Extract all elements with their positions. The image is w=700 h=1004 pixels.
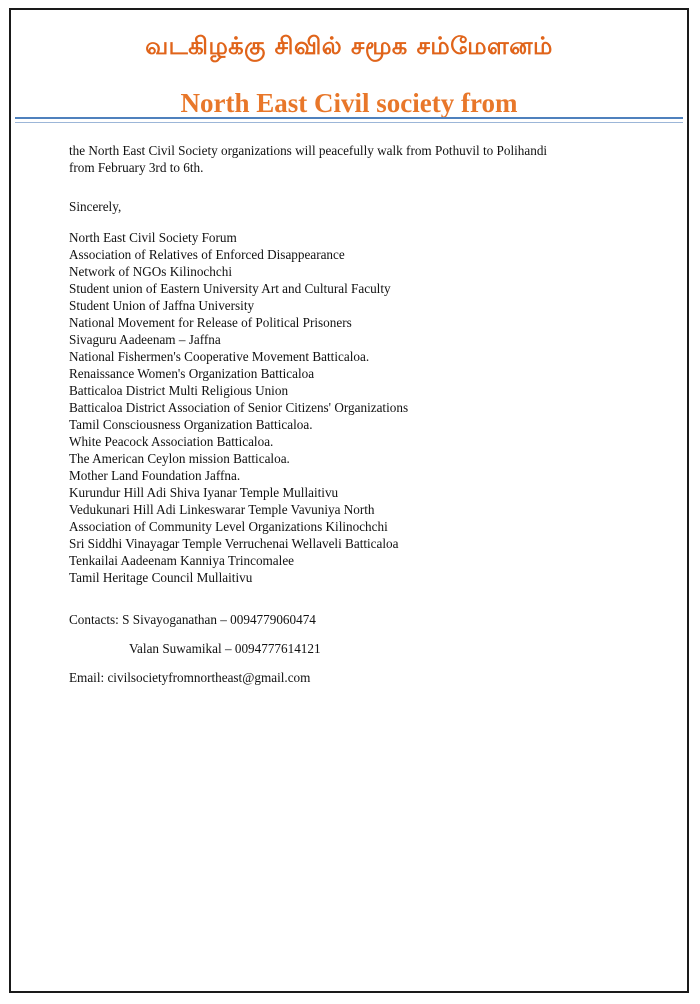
- organization-item: National Movement for Release of Political Prisoners: [69, 315, 352, 330]
- email-line: Email: civilsocietyfromnortheast@gmail.com: [69, 670, 311, 685]
- organization-item: Association of Relatives of Enforced Disappearance: [69, 247, 345, 262]
- intro-line-2: from February 3rd to 6th.: [69, 160, 204, 175]
- organization-item: Vedukunari Hill Adi Linkeswarar Temple Vavuniya North: [69, 502, 375, 517]
- organization-item: Tamil Consciousness Organization Batticaloa.: [69, 417, 313, 432]
- header-rule-thin: [15, 122, 683, 123]
- header-rule: [15, 117, 683, 119]
- organization-item: Tenkailai Aadeenam Kanniya Trincomalee: [69, 553, 295, 568]
- english-title: North East Civil society from: [180, 88, 518, 118]
- organization-list: [69, 229, 669, 586]
- organization-item: North East Civil Society Forum: [69, 230, 237, 245]
- tamil-title: வடகிழக்கு சிவில் சமூக சம்மேளனம்: [145, 32, 553, 60]
- organization-item: Network of NGOs Kilinochchi: [69, 264, 232, 279]
- letter-body: [69, 142, 669, 686]
- organization-item: Batticaloa District Association of Senior Citizens' Organizations: [69, 400, 409, 415]
- organization-item: Kurundur Hill Adi Shiva Iyanar Temple Mullaitivu: [69, 485, 339, 500]
- organization-item: National Fishermen's Cooperative Movement Batticaloa.: [69, 349, 370, 364]
- closing: Sincerely,: [69, 199, 122, 214]
- document-page: [9, 8, 689, 993]
- organization-item: Batticaloa District Multi Religious Union: [69, 383, 289, 398]
- intro-line-1: the North East Civil Society organizations will peacefully walk from Pothuvil to Polihandi: [69, 143, 548, 158]
- organization-item: Student union of Eastern University Art and Cultural Faculty: [69, 281, 391, 296]
- contact-line-2: Valan Suwamikal – 0094777614121: [129, 641, 321, 656]
- organization-item: Tamil Heritage Council Mullaitivu: [69, 570, 253, 585]
- organization-item: Association of Community Level Organizations Kilinochchi: [69, 519, 388, 534]
- organization-item: Sri Siddhi Vinayagar Temple Verruchenai Wellaveli Batticaloa: [69, 536, 399, 551]
- organization-item: The American Ceylon mission Batticaloa.: [69, 451, 290, 466]
- organization-item: White Peacock Association Batticaloa.: [69, 434, 274, 449]
- organization-item: Renaissance Women's Organization Batticaloa: [69, 366, 315, 381]
- organization-item: Student Union of Jaffna University: [69, 298, 255, 313]
- organization-item: Mother Land Foundation Jaffna.: [69, 468, 241, 483]
- organization-item: Sivaguru Aadeenam – Jaffna: [69, 332, 221, 347]
- contact-line-1: Contacts: S Sivayoganathan – 0094779060474: [69, 612, 316, 627]
